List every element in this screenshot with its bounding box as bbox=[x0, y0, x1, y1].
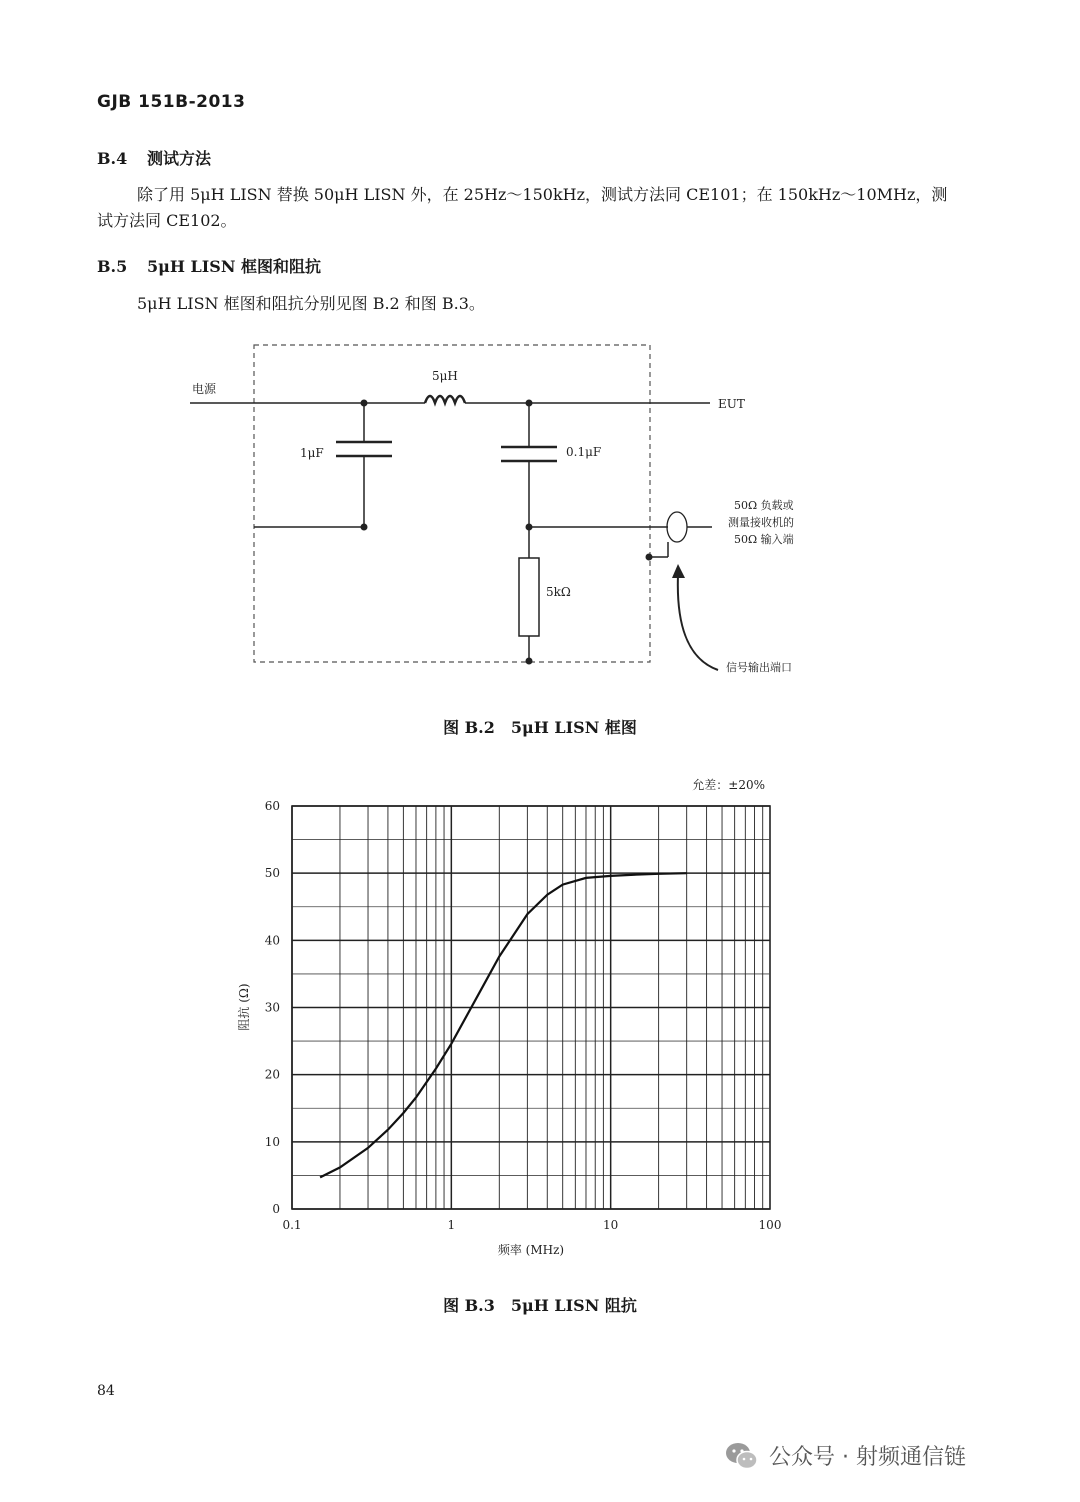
power-label: 电源 bbox=[192, 382, 217, 396]
signal-output-label: 信号输出端口 bbox=[726, 661, 792, 674]
figure-b3-caption: 图 B.3 5μH LISN 阻抗 bbox=[443, 1296, 637, 1315]
x-tick-label: 10 bbox=[603, 1218, 619, 1232]
inductor-symbol bbox=[425, 396, 465, 403]
output-connector bbox=[667, 512, 687, 542]
section-b4-paragraph: 除了用 5μH LISN 替换 50μH LISN 外，在 25Hz～150kHz，测试方法同 CE101；在 150kHz～10MHz，测试方法同 CE102。 bbox=[97, 185, 948, 230]
signal-arrow bbox=[678, 575, 718, 670]
load-label-line-3: 50Ω 输入端 bbox=[734, 533, 794, 546]
section-title: 测试方法 bbox=[147, 149, 212, 168]
page-number: 84 bbox=[97, 1383, 115, 1399]
x-tick-label: 1 bbox=[447, 1218, 456, 1232]
watermark-text: 公众号 · 射频通信链 bbox=[769, 1445, 966, 1470]
x-tick-label: 100 bbox=[758, 1218, 782, 1232]
impedance-curve bbox=[320, 873, 687, 1177]
x-axis-label: 频率 (MHz) bbox=[497, 1243, 565, 1257]
node-dot bbox=[646, 554, 653, 561]
lisn-circuit-diagram bbox=[0, 330, 1080, 690]
y-tick-label: 0 bbox=[272, 1202, 280, 1216]
watermark bbox=[725, 1440, 966, 1471]
wechat-icon bbox=[725, 1441, 759, 1471]
tolerance-annotation: 允差：±20% bbox=[692, 778, 765, 792]
inductor-label: 5μH bbox=[432, 369, 458, 383]
capacitor-2-label: 0.1μF bbox=[566, 445, 602, 459]
load-label-line-1: 50Ω 负载或 bbox=[734, 499, 794, 512]
y-tick-label: 30 bbox=[264, 1000, 280, 1015]
section-number: B.5 bbox=[97, 257, 128, 276]
section-b5-paragraph: 5μH LISN 框图和阻抗分别见图 B.2 和图 B.3。 bbox=[137, 294, 485, 313]
section-title: 5μH LISN 框图和阻抗 bbox=[147, 257, 322, 276]
node-dot bbox=[526, 658, 533, 665]
x-tick-label: 0.1 bbox=[282, 1218, 302, 1232]
y-tick-label: 10 bbox=[264, 1134, 280, 1149]
y-tick-label: 60 bbox=[264, 799, 280, 813]
section-b5-heading bbox=[97, 254, 321, 277]
y-tick-label: 50 bbox=[264, 866, 280, 881]
figure-b2-caption: 图 B.2 5μH LISN 框图 bbox=[443, 718, 637, 737]
chart-grid bbox=[292, 806, 770, 1209]
eut-label: EUT bbox=[718, 397, 745, 411]
standard-code: GJB 151B-2013 bbox=[97, 92, 246, 112]
load-label-line-2: 测量接收机的 bbox=[728, 516, 794, 529]
impedance-chart bbox=[0, 760, 1080, 1260]
resistor-symbol bbox=[519, 558, 539, 636]
lisn-enclosure bbox=[254, 345, 650, 662]
y-tick-label: 20 bbox=[264, 1067, 280, 1082]
y-axis-label: 阻抗 (Ω) bbox=[237, 983, 251, 1031]
resistor-label: 5kΩ bbox=[546, 585, 571, 599]
capacitor-1-label: 1μF bbox=[300, 446, 324, 460]
section-b4-heading bbox=[97, 146, 211, 169]
section-number: B.4 bbox=[97, 149, 128, 168]
y-tick-label: 40 bbox=[264, 933, 280, 948]
arrow-head bbox=[672, 564, 685, 578]
